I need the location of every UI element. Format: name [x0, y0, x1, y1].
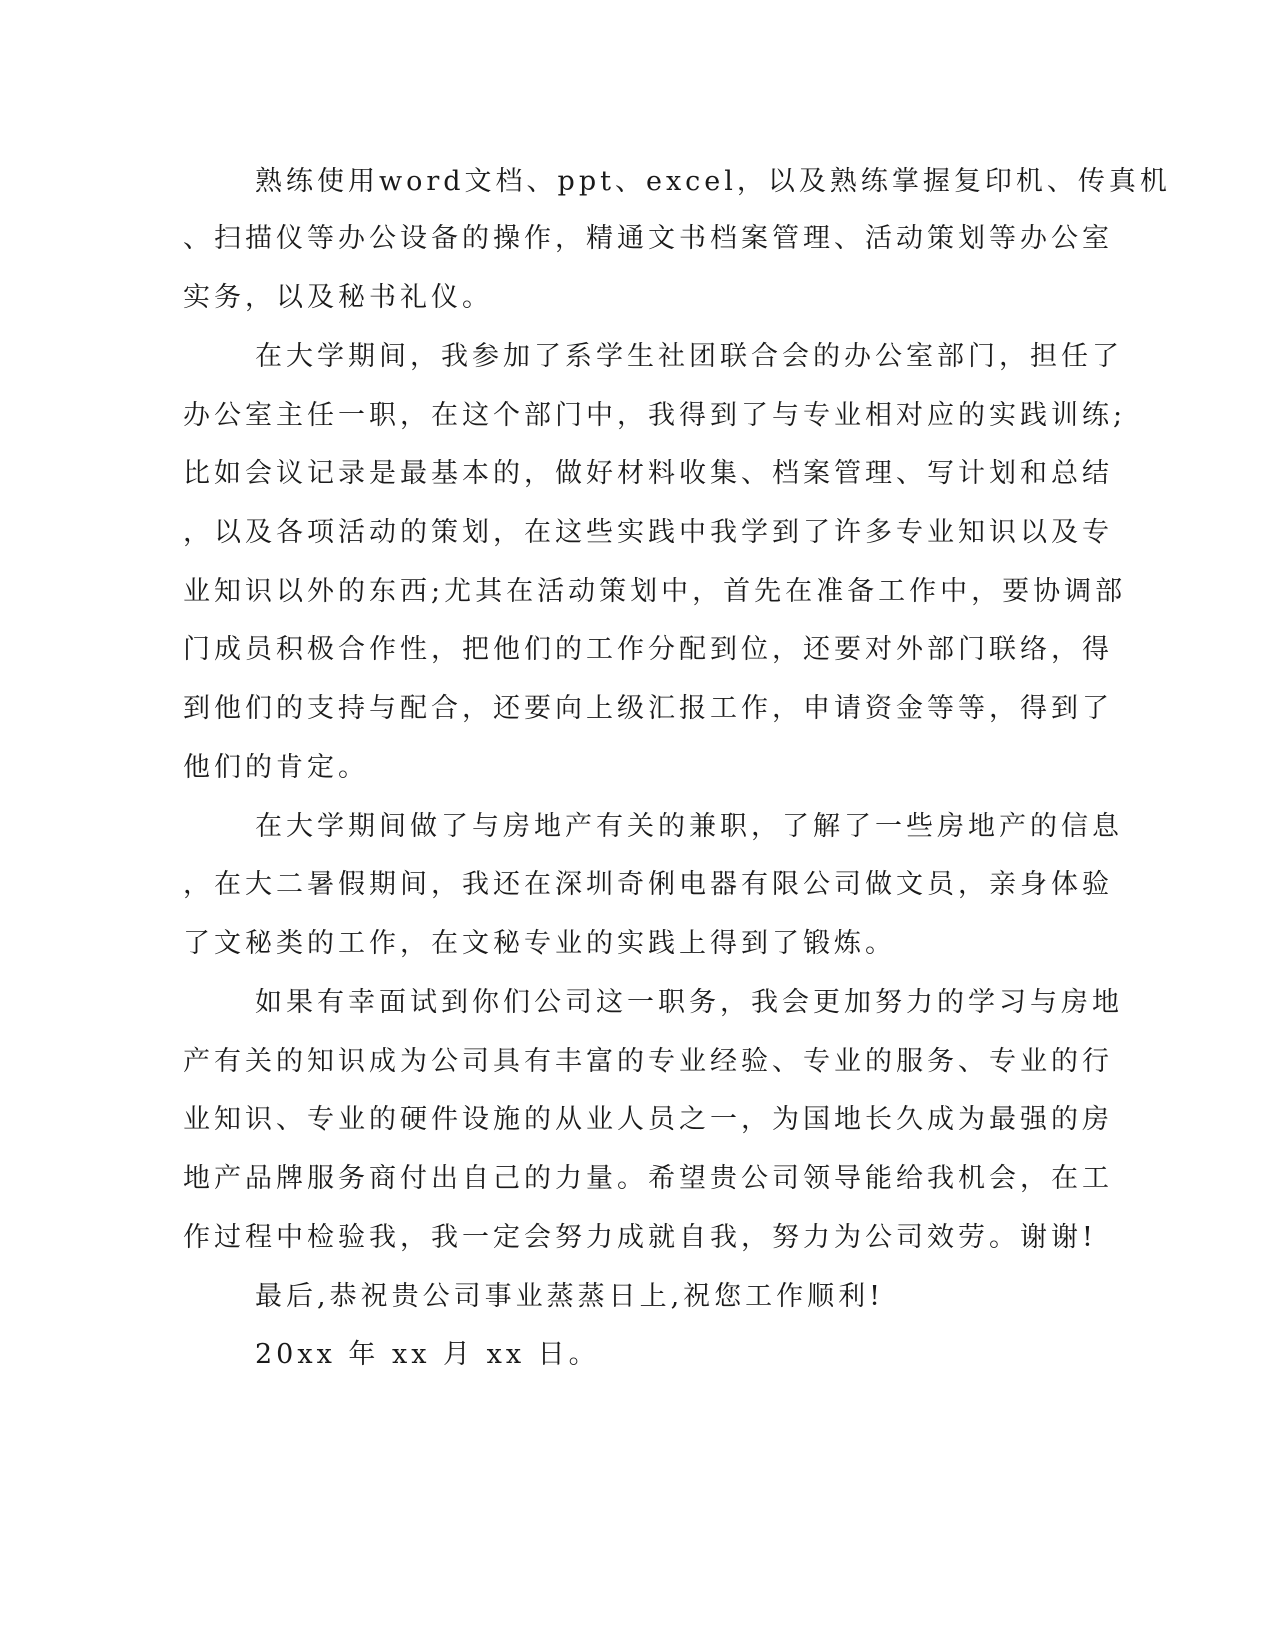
- text-line: 他们的肯定。: [183, 752, 369, 783]
- text-line: 门成员积极合作性，把他们的工作分配到位，还要对外部门联络，得: [183, 634, 1113, 665]
- text-line: ，在大二暑假期间，我还在深圳奇俐电器有限公司做文员，亲身体验: [183, 869, 1113, 900]
- text-line: ，以及各项活动的策划，在这些实践中我学到了许多专业知识以及专: [183, 517, 1113, 548]
- text-line: 在大学期间，我参加了系学生社团联合会的办公室部门，担任了: [255, 341, 1123, 372]
- text-line: 、扫描仪等办公设备的操作，精通文书档案管理、活动策划等办公室: [183, 223, 1113, 254]
- text-line: 比如会议记录是最基本的，做好材料收集、档案管理、写计划和总结: [183, 458, 1113, 489]
- text-line: 产有关的知识成为公司具有丰富的专业经验、专业的服务、专业的行: [183, 1046, 1113, 1077]
- text-line: 了文秘类的工作，在文秘专业的实践上得到了锻炼。: [183, 928, 896, 959]
- text-line: 熟练使用word文档、ppt、excel，以及熟练掌握复印机、传真机: [255, 166, 1171, 197]
- text-line: 业知识以外的东西;尤其在活动策划中，首先在准备工作中，要协调部: [183, 576, 1127, 607]
- date-line: 20xx 年 xx 月 xx 日。: [255, 1339, 600, 1370]
- closing-line: 最后,恭祝贵公司事业蒸蒸日上,祝您工作顺利!: [255, 1281, 885, 1312]
- text-line: 办公室主任一职，在这个部门中，我得到了与专业相对应的实践训练;: [183, 400, 1127, 431]
- text-line: 地产品牌服务商付出自己的力量。希望贵公司领导能给我机会，在工: [183, 1163, 1113, 1194]
- text-line: 在大学期间做了与房地产有关的兼职，了解了一些房地产的信息: [255, 811, 1123, 842]
- text-line: 如果有幸面试到你们公司这一职务，我会更加努力的学习与房地: [255, 987, 1123, 1018]
- text-line: 作过程中检验我，我一定会努力成就自我，努力为公司效劳。谢谢!: [183, 1222, 1097, 1253]
- text-line: 业知识、专业的硬件设施的从业人员之一，为国地长久成为最强的房: [183, 1104, 1113, 1135]
- text-line: 到他们的支持与配合，还要向上级汇报工作，申请资金等等，得到了: [183, 693, 1113, 724]
- text-line: 实务，以及秘书礼仪。: [183, 282, 493, 313]
